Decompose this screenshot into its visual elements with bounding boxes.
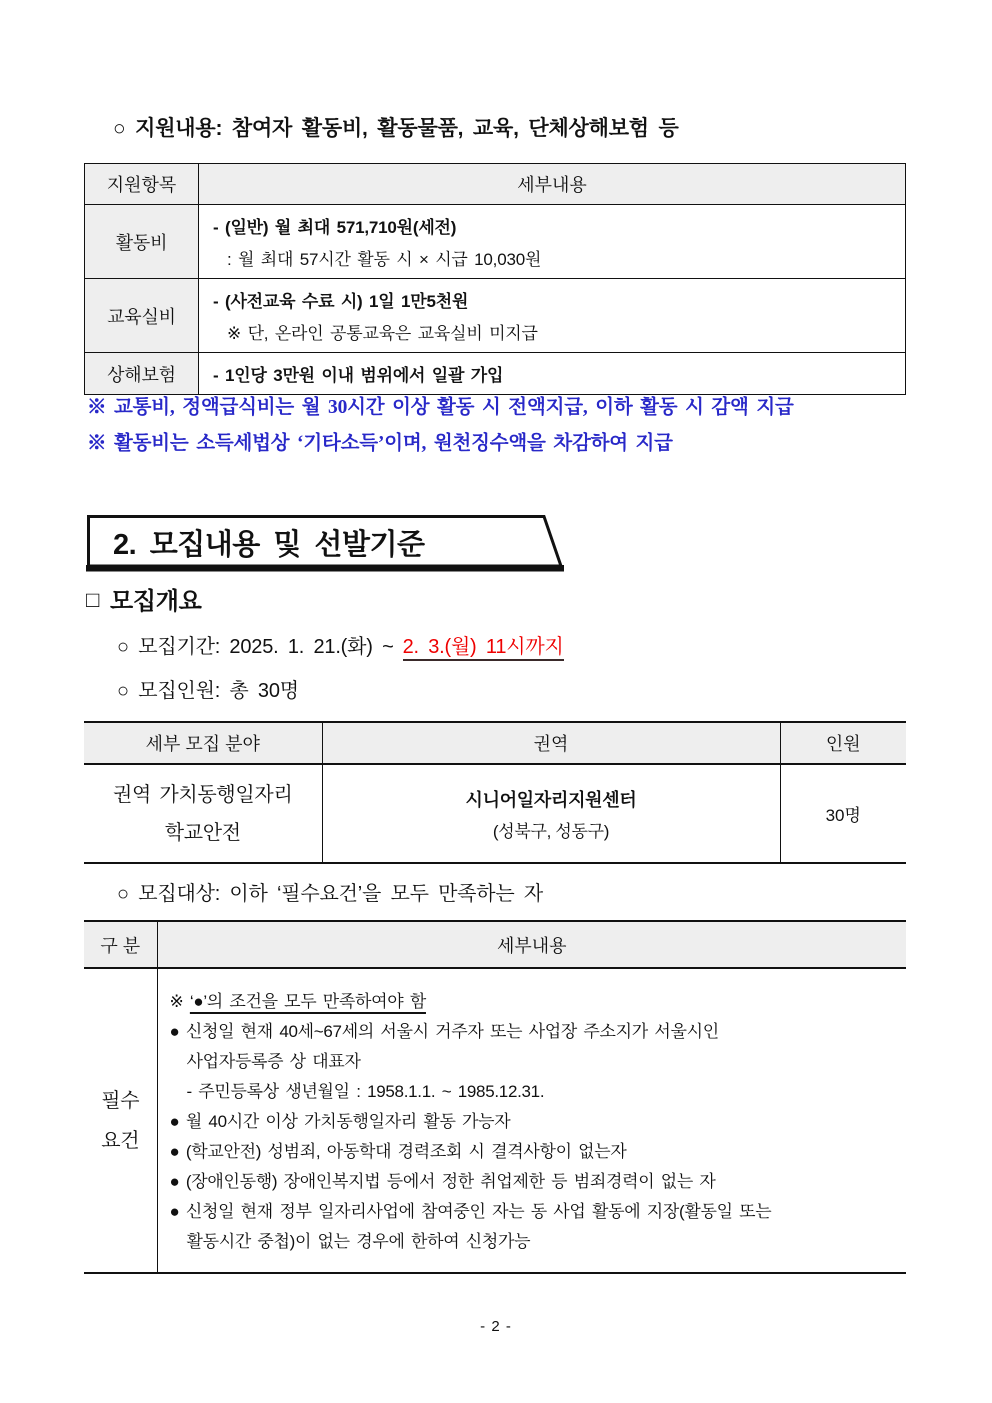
blue-note: ※ 교통비, 정액급식비는 월 30시간 이상 활동 시 전액지급, 이하 활동 시 감액 지급 [87, 397, 794, 418]
req-line: ● 신청일 현재 40세~67세의 서울시 거주자 또는 사업장 주소지가 서울시인 [169, 1022, 719, 1041]
recruit-period-deadline: 2. 3.(월) 11시까지 [403, 636, 564, 661]
row-label-activity-fee: 활동비 [85, 205, 199, 279]
row-detail-education-fee [199, 279, 906, 353]
detail-line: - 1인당 3만원 이내 범위에서 일괄 가입 [213, 366, 504, 385]
field-table-header-row [84, 722, 906, 764]
requirement-table [84, 920, 906, 1274]
support-table-header-detail: 세부내용 [199, 164, 906, 205]
req-line: - 주민등록상 생년월일 : 1958.1.1. ~ 1985.12.31. [186, 1082, 545, 1101]
support-content-heading: ○ 지원내용: 참여자 활동비, 활동물품, 교육, 단체상해보험 등 [113, 117, 679, 140]
table-row [84, 968, 906, 1273]
req-label-line: 필수 [101, 1089, 140, 1112]
req-note-marker: ※ [169, 992, 190, 1011]
field-table-header-region: 권역 [322, 722, 780, 764]
req-line: ● (장애인동행) 장애인복지법 등에서 정한 취업제한 등 범죄경력이 없는 자 [169, 1172, 716, 1191]
region-cell [322, 764, 780, 863]
field-name-line: 학교안전 [164, 821, 241, 844]
detail-line: - (일반) 월 최대 571,710원(세전) [213, 218, 457, 237]
field-table-header-count: 인원 [780, 722, 906, 764]
recruit-headcount-line: ○ 모집인원: 총 30명 [117, 680, 299, 702]
recruit-period-label: ○ 모집기간: 2025. 1. 21.(화) ~ [117, 636, 394, 658]
row-label-education-fee: 교육실비 [85, 279, 199, 353]
req-line: 사업자등록증 상 대표자 [186, 1052, 361, 1071]
req-note-text: ‘●’의 조건을 모두 만족하여야 함 [189, 992, 426, 1011]
overview-heading [86, 581, 202, 616]
detail-line: - (사전교육 수료 시) 1일 1만5천원 [213, 292, 469, 311]
detail-line: : 월 최대 57시간 활동 시 × 시급 10,030원 [227, 250, 542, 269]
region-center-name: 시니어일자리지원센터 [465, 789, 637, 810]
support-table-header-item: 지원항목 [85, 164, 199, 205]
requirement-table-header-row [84, 921, 906, 968]
field-table-header-field: 세부 모집 분야 [84, 722, 322, 764]
recruit-period-line [117, 630, 564, 659]
field-name-line: 권역 가치동행일자리 [113, 783, 293, 806]
region-districts: (성북구, 성동구) [492, 821, 610, 841]
row-label-insurance: 상해보험 [85, 353, 199, 395]
req-table-header-category: 구 분 [84, 921, 157, 968]
page-number: - 2 - [480, 1318, 512, 1335]
req-line: 활동시간 중첩)이 없는 경우에 한하여 신청가능 [186, 1232, 531, 1251]
req-line-note [170, 987, 897, 1017]
field-name-cell [84, 764, 322, 863]
table-row [85, 279, 906, 353]
req-line: ● 신청일 현재 정부 일자리사업에 참여중인 자는 동 사업 활동에 지장(활동일 또는 [169, 1202, 772, 1221]
req-line: ● (학교안전) 성범죄, 아동학대 경력조회 시 결격사항이 없는자 [169, 1142, 627, 1161]
req-label-cell [84, 968, 157, 1273]
section-banner-title: 2. 모집내용 및 선발기준 [113, 529, 425, 561]
square-marker-icon: □ [86, 587, 99, 612]
detail-line: ※ 단, 온라인 공통교육은 교육실비 미지급 [227, 324, 538, 343]
req-table-header-detail: 세부내용 [157, 921, 906, 968]
count-cell: 30명 [780, 764, 906, 863]
overview-title: 모집개요 [110, 588, 202, 615]
table-row [85, 205, 906, 279]
req-label-line: 요건 [101, 1129, 140, 1152]
table-row [84, 764, 906, 863]
table-row [85, 353, 906, 395]
req-line: ● 월 40시간 이상 가치동행일자리 활동 가능자 [169, 1112, 511, 1131]
row-detail-activity-fee [199, 205, 906, 279]
req-detail-cell [157, 968, 906, 1273]
recruit-target-heading: ○ 모집대상: 이하 ‘필수요건’을 모두 만족하는 자 [117, 883, 544, 905]
support-table [84, 163, 906, 395]
field-table [84, 721, 906, 864]
support-table-header-row [85, 164, 906, 205]
blue-note: ※ 활동비는 소득세법상 ‘기타소득’이며, 원천징수액을 차감하여 지급 [87, 433, 673, 454]
section-banner [86, 513, 566, 575]
row-detail-insurance [199, 353, 906, 395]
